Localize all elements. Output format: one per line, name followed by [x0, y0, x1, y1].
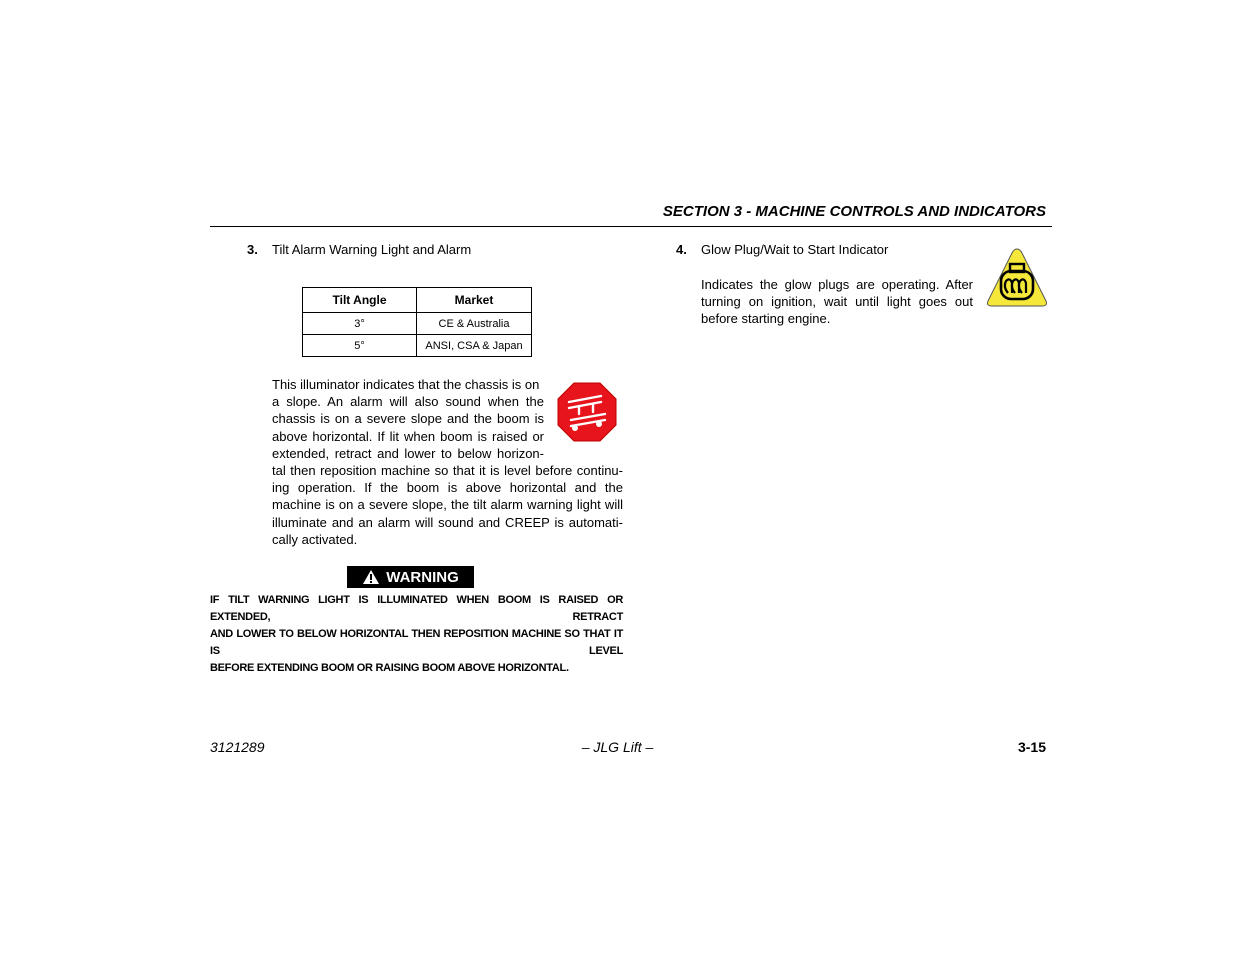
item-3-title: Tilt Alarm Warning Light and Alarm	[272, 242, 472, 257]
tilt-alarm-icon	[557, 382, 617, 442]
item-4-number: 4.	[676, 242, 687, 257]
table-cell: ANSI, CSA & Japan	[417, 335, 532, 357]
warning-line: IF TILT WARNING LIGHT IS ILLUMINATED WHEN BOOM IS RAISED OR EXTENDED, RETRACT	[210, 594, 623, 623]
item-3-paragraph-top	[272, 376, 544, 462]
glow-plug-icon	[986, 247, 1048, 309]
doc-number: 3121289	[210, 739, 265, 755]
paragraph-line: chassis is on a severe slope and the boom is	[272, 411, 544, 427]
paragraph-line: ing operation. If the boom is above horizontal and the	[272, 480, 623, 496]
warning-line: BEFORE EXTENDING BOOM OR RAISING BOOM ABOVE HORIZONTAL.	[210, 662, 569, 674]
warning-label	[347, 566, 474, 588]
warning-line: AND LOWER TO BELOW HORIZONTAL THEN REPOSITION MACHINE SO THAT IT IS LEVEL	[210, 628, 623, 657]
header-rule	[210, 226, 1052, 227]
warning-label-text: WARNING	[386, 568, 459, 586]
page-number: 3-15	[1017, 739, 1046, 755]
paragraph-line: above horizontal. If lit when boom is raised or	[272, 428, 544, 444]
paragraph-line: machine is on a severe slope, the tilt alarm warning light will	[272, 497, 623, 513]
item-4-paragraph	[701, 276, 973, 328]
table-header-market: Market	[417, 288, 532, 313]
paragraph-line: illuminate and an alarm will sound and CREEP is automati-	[272, 514, 623, 530]
section-title: SECTION 3 - MACHINE CONTROLS AND INDICATORS	[662, 203, 1046, 220]
paragraph-line: extended, retract and lower to below horizon-	[272, 445, 544, 461]
warning-text	[210, 592, 623, 677]
paragraph-line: before starting engine.	[701, 311, 831, 327]
table-row	[303, 313, 532, 335]
paragraph-line: turning on ignition, wait until light goes out	[701, 294, 973, 310]
paragraph-line: a slope. An alarm will also sound when the	[272, 394, 544, 410]
tilt-angle-table	[302, 287, 532, 357]
table-header-row	[303, 288, 532, 313]
table-header-tilt-angle: Tilt Angle	[303, 288, 417, 313]
item-3-paragraph-bottom	[272, 462, 623, 548]
paragraph-line: This illuminator indicates that the chassis is on	[272, 377, 540, 392]
item-4-title: Glow Plug/Wait to Start Indicator	[701, 242, 889, 257]
paragraph-line: cally activated.	[272, 531, 358, 547]
table-cell: 5°	[303, 335, 417, 357]
paragraph-line: tal then reposition machine so that it is level before continu-	[272, 463, 623, 478]
table-cell: 3°	[303, 313, 417, 335]
warning-triangle-icon	[362, 569, 380, 585]
item-3-number: 3.	[247, 242, 258, 257]
footer-center: – JLG Lift –	[581, 739, 654, 755]
paragraph-line: Indicates the glow plugs are operating. After	[701, 277, 973, 292]
table-cell: CE & Australia	[417, 313, 532, 335]
table-row	[303, 335, 532, 357]
